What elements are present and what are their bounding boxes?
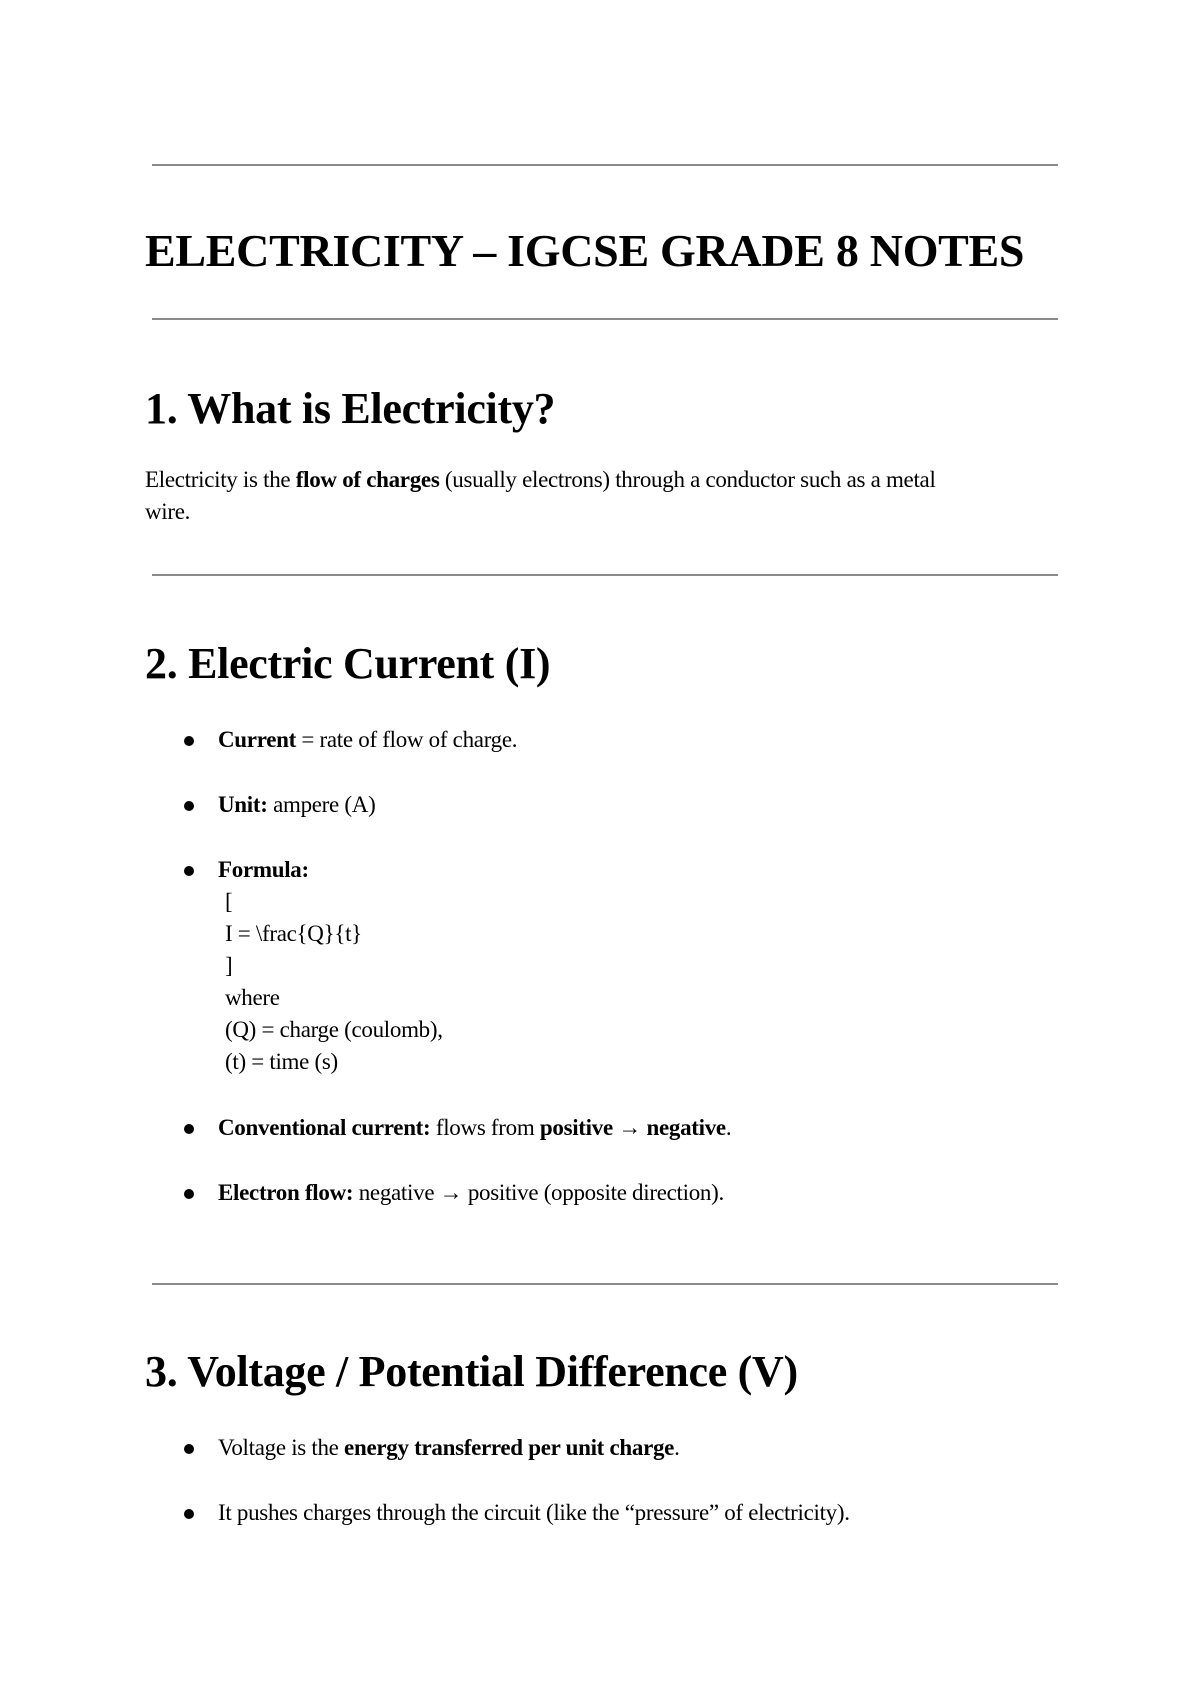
- section-3-heading: 3. Voltage / Potential Difference (V): [145, 1347, 798, 1396]
- document-title: ELECTRICITY – IGCSE GRADE 8 NOTES: [145, 225, 1025, 276]
- term-label: Current: [218, 727, 296, 752]
- term-text: ampere (A): [267, 792, 376, 817]
- arrow-text: →: [612, 1115, 647, 1140]
- term-text: negative → positive (opposite direction).: [353, 1180, 724, 1205]
- term-text: .: [674, 1435, 680, 1460]
- term-text: = rate of flow of charge.: [295, 727, 518, 752]
- term-text: .: [725, 1115, 732, 1140]
- term-text: flows from: [430, 1115, 540, 1140]
- para-text: (usually electrons) through a conductor such as a metal: [439, 467, 936, 492]
- positive-label: positive: [539, 1115, 613, 1140]
- divider-after-title: [152, 318, 1058, 320]
- bullet-icon: [184, 1189, 194, 1199]
- bullet-icon: [184, 736, 194, 746]
- negative-label: negative: [646, 1115, 726, 1140]
- formula-line: [: [225, 889, 233, 914]
- para-text: wire.: [145, 499, 191, 524]
- section-1-paragraph: [145, 464, 1045, 528]
- bullet-icon: [184, 1509, 194, 1519]
- term-text: Voltage is the: [218, 1435, 345, 1460]
- section-1-heading: 1. What is Electricity?: [145, 384, 556, 433]
- divider-section-2: [152, 1283, 1058, 1285]
- formula-line: I = \frac{Q}{t}: [225, 921, 362, 946]
- divider-top: [152, 164, 1058, 166]
- bullet-icon: [184, 1124, 194, 1134]
- formula-line: (t) = time (s): [225, 1049, 338, 1074]
- formula-line: where: [225, 985, 280, 1010]
- term-text: It pushes charges through the circuit (like the “pressure” of electricity).: [218, 1500, 850, 1525]
- bullet-icon: [184, 801, 194, 811]
- bullet-icon: [184, 1444, 194, 1454]
- divider-section-1: [152, 574, 1058, 576]
- term-label: Conventional current:: [218, 1115, 431, 1140]
- para-bold-text: flow of charges: [295, 467, 440, 492]
- term-label: Unit:: [218, 792, 268, 817]
- formula-line: ]: [225, 953, 233, 978]
- bullet-icon: [184, 866, 194, 876]
- term-label: Electron flow:: [218, 1180, 354, 1205]
- term-label: Formula:: [218, 857, 309, 882]
- para-text: Electricity is the: [145, 467, 296, 492]
- term-bold-text: energy transferred per unit charge: [344, 1435, 675, 1460]
- formula-line: (Q) = charge (coulomb),: [225, 1017, 443, 1042]
- section-2-heading: 2. Electric Current (I): [145, 639, 551, 688]
- formula-block: [225, 886, 443, 1078]
